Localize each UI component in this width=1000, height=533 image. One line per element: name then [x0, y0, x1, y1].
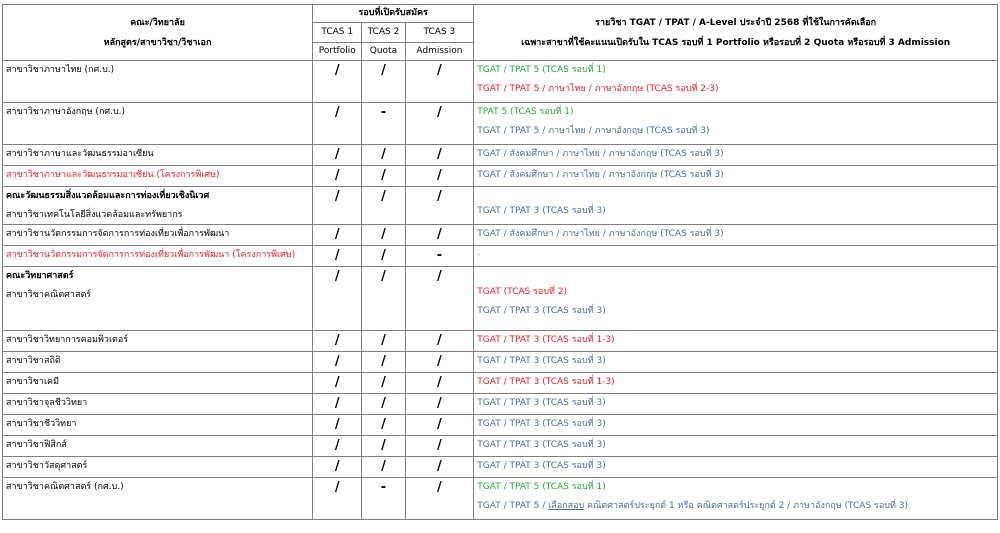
program-name: สาขาวิชาจุลชีววิทยา: [3, 394, 313, 415]
header-tcas1: TCAS 1: [313, 23, 362, 43]
tcas3-mark: -: [405, 246, 474, 267]
tcas1-mark: /: [313, 61, 362, 103]
requirements: [474, 394, 998, 415]
tcas2-mark: /: [362, 394, 405, 415]
tcas3-mark: /: [405, 145, 474, 166]
tcas1-mark: /: [313, 267, 362, 331]
tcas2-mark: /: [362, 225, 405, 246]
req-line-compound: [477, 493, 994, 512]
tcas3-mark: /: [405, 373, 474, 394]
program-name: สาขาวิชาภาษาอังกฤษ (กศ.บ.): [3, 103, 313, 145]
tcas2-mark: /: [362, 436, 405, 457]
header-tcas3-sub: Admission: [405, 43, 474, 61]
requirements: [474, 166, 998, 187]
tcas3-mark: /: [405, 166, 474, 187]
tcas1-mark: /: [313, 457, 362, 478]
requirements: [474, 267, 998, 331]
header-req-line-1: รายวิชา TGAT / TPAT / A-Level ประจำปี 2568 ที่ใช้ในการคัดเลือก: [595, 17, 877, 28]
table-row: [3, 267, 998, 331]
program-name: สาขาวิชาวัสดุศาสตร์: [3, 457, 313, 478]
tcas3-mark: /: [405, 394, 474, 415]
tcas1-mark: /: [313, 373, 362, 394]
req-line: TGAT / TPAT 3 (TCAS รอบที่ 3): [477, 356, 606, 366]
tcas2-mark: -: [362, 103, 405, 145]
tcas1-mark: /: [313, 225, 362, 246]
requirements: [474, 331, 998, 352]
requirements: [474, 145, 998, 166]
table-row: [3, 415, 998, 436]
req-line: TGAT / TPAT 5 / ภาษาไทย / ภาษาอังกฤษ (TCAS รอบที่ 3): [477, 126, 710, 136]
tcas1-mark: /: [313, 103, 362, 145]
req-line: TGAT / TPAT 5 (TCAS รอบที่ 1): [477, 482, 606, 492]
program-name: สาขาวิชาภาษาและวัฒนธรรมอาเซียน (โครงการพิเศษ): [3, 166, 313, 187]
tcas1-mark: /: [313, 478, 362, 520]
table-row: [3, 457, 998, 478]
tcas2-mark: /: [362, 457, 405, 478]
tcas2-mark: /: [362, 246, 405, 267]
req-line: TGAT / TPAT 3 (TCAS รอบที่ 3): [477, 461, 606, 471]
table-row: [3, 331, 998, 352]
table-row: [3, 166, 998, 187]
requirements: [474, 246, 998, 267]
req-line-prefix: TGAT / TPAT 5 /: [477, 501, 549, 511]
faculty-heading: คณะวัฒนธรรมสิ่งแวดล้อมและการท่องเที่ยวเชิงนิเวศ: [6, 191, 210, 201]
req-line: TGAT (TCAS รอบที่ 2): [477, 287, 568, 297]
tcas2-mark: /: [362, 352, 405, 373]
header-tcas2-sub: Quota: [362, 43, 405, 61]
tcas1-mark: /: [313, 145, 362, 166]
tcas3-mark: /: [405, 61, 474, 103]
table-row: [3, 103, 998, 145]
program-name: สาขาวิชาสถิติ: [3, 352, 313, 373]
tcas3-mark: /: [405, 267, 474, 331]
tcas2-mark: /: [362, 145, 405, 166]
header-tcas2: TCAS 2: [362, 23, 405, 43]
table-row: [3, 352, 998, 373]
tcas1-mark: /: [313, 415, 362, 436]
faculty-heading: คณะวิทยาศาสตร์: [6, 271, 74, 281]
header-tcas1-sub: Portfolio: [313, 43, 362, 61]
table-row: [3, 61, 998, 103]
tcas3-mark: /: [405, 225, 474, 246]
tcas3-mark: /: [405, 436, 474, 457]
tcas3-mark: /: [405, 478, 474, 520]
requirements: [474, 187, 998, 225]
program-name: สาขาวิชาชีววิทยา: [3, 415, 313, 436]
tcas1-mark: /: [313, 394, 362, 415]
req-line-rest: คณิตศาสตร์ประยุกต์ 1 หรือ คณิตศาสตร์ประยุกต์ 2 / ภาษาอังกฤษ (TCAS รอบที่ 3): [584, 501, 909, 511]
requirements: [474, 457, 998, 478]
table-row: [3, 394, 998, 415]
req-line: TGAT / TPAT 3 (TCAS รอบที่ 1-3): [477, 335, 615, 345]
req-line: TGAT / TPAT 3 (TCAS รอบที่ 3): [477, 440, 606, 450]
admission-table: [2, 4, 998, 520]
program-name: สาขาวิชานวัตกรรมการจัดการการท่องเที่ยวเพื่อการพัฒนา (โครงการพิเศษ): [3, 246, 313, 267]
table-row: [3, 478, 998, 520]
program-name: สาขาวิชานวัตกรรมการจัดการการท่องเที่ยวเพื่อการพัฒนา: [3, 225, 313, 246]
requirements: [474, 103, 998, 145]
req-line: TGAT / สังคมศึกษา / ภาษาไทย / ภาษาอังกฤษ (TCAS รอบที่ 3): [477, 229, 724, 239]
header-req-line-2: เฉพาะสาขาที่ใช้คะแนนเปิดรับใน TCAS รอบที่ 1 Portfolio หรือรอบที่ 2 Quota หรือรอบที่ 3 Admission: [521, 37, 951, 48]
program-name: สาขาวิชาคณิตศาสตร์ (กศ.บ.): [3, 478, 313, 520]
program-name: สาขาวิชาภาษาไทย (กศ.บ.): [3, 61, 313, 103]
header-requirements: [474, 5, 998, 61]
tcas1-mark: /: [313, 436, 362, 457]
tcas2-mark: -: [362, 478, 405, 520]
table-row: [3, 246, 998, 267]
tcas3-mark: /: [405, 331, 474, 352]
requirements: [474, 478, 998, 520]
tcas2-mark: /: [362, 61, 405, 103]
tcas3-mark: /: [405, 415, 474, 436]
header-tcas3: TCAS 3: [405, 23, 474, 43]
req-line: TGAT / TPAT 3 (TCAS รอบที่ 3): [477, 306, 606, 316]
program-name: สาขาวิชาคณิตศาสตร์: [6, 290, 92, 300]
requirements: [474, 61, 998, 103]
tcas2-mark: /: [362, 331, 405, 352]
tcas3-mark: /: [405, 103, 474, 145]
tcas2-mark: /: [362, 415, 405, 436]
requirements: [474, 352, 998, 373]
tcas3-mark: /: [405, 187, 474, 225]
requirements: [474, 436, 998, 457]
program-name: สาขาวิชาเคมี: [3, 373, 313, 394]
table-row: [3, 373, 998, 394]
req-line: TGAT / สังคมศึกษา / ภาษาไทย / ภาษาอังกฤษ (TCAS รอบที่ 3): [477, 149, 724, 159]
program-cell: [3, 267, 313, 331]
header-rounds: รอบที่เปิดรับสมัคร: [313, 5, 474, 23]
table-row: [3, 225, 998, 246]
table-row: [3, 145, 998, 166]
program-name: สาขาวิชาฟิสิกส์: [3, 436, 313, 457]
req-line: TGAT / TPAT 3 (TCAS รอบที่ 1-3): [477, 377, 615, 387]
req-line: TGAT / TPAT 3 (TCAS รอบที่ 3): [477, 398, 606, 408]
req-line: TPAT 5 (TCAS รอบที่ 1): [477, 107, 574, 117]
tcas1-mark: /: [313, 187, 362, 225]
header-faculty-label: คณะ/วิทยาลัย: [130, 17, 185, 28]
program-name: สาขาวิชาวิทยาการคอมพิวเตอร์: [3, 331, 313, 352]
req-line: -: [477, 250, 481, 260]
tcas2-mark: /: [362, 267, 405, 331]
tcas1-mark: /: [313, 352, 362, 373]
program-cell: [3, 187, 313, 225]
tcas3-mark: /: [405, 352, 474, 373]
tcas2-mark: /: [362, 373, 405, 394]
req-line: TGAT / TPAT 3 (TCAS รอบที่ 3): [477, 419, 606, 429]
tcas3-mark: /: [405, 457, 474, 478]
req-line: TGAT / TPAT 5 / ภาษาไทย / ภาษาอังกฤษ (TCAS รอบที่ 2-3): [477, 84, 719, 94]
tcas1-mark: /: [313, 246, 362, 267]
requirements: [474, 415, 998, 436]
requirements: [474, 225, 998, 246]
requirements: [474, 373, 998, 394]
req-line: TGAT / TPAT 5 (TCAS รอบที่ 1): [477, 65, 606, 75]
header-program-label: หลักสูตร/สาขาวิชา/วิชาเอก: [103, 37, 212, 48]
req-line: TGAT / สังคมศึกษา / ภาษาไทย / ภาษาอังกฤษ (TCAS รอบที่ 3): [477, 170, 724, 180]
tcas2-mark: /: [362, 166, 405, 187]
program-name: สาขาวิชาภาษาและวัฒนธรรมอาเซียน: [3, 145, 313, 166]
tcas1-mark: /: [313, 166, 362, 187]
header-program: [3, 5, 313, 61]
table-row: [3, 436, 998, 457]
tcas1-mark: /: [313, 331, 362, 352]
table-row: [3, 187, 998, 225]
program-name: สาขาวิชาเทคโนโลยีสิ่งแวดล้อมและทรัพยากร: [6, 210, 183, 220]
tcas2-mark: /: [362, 187, 405, 225]
req-line: TGAT / TPAT 3 (TCAS รอบที่ 3): [477, 206, 606, 216]
elective-exam-link: เลือกสอบ: [548, 501, 585, 511]
